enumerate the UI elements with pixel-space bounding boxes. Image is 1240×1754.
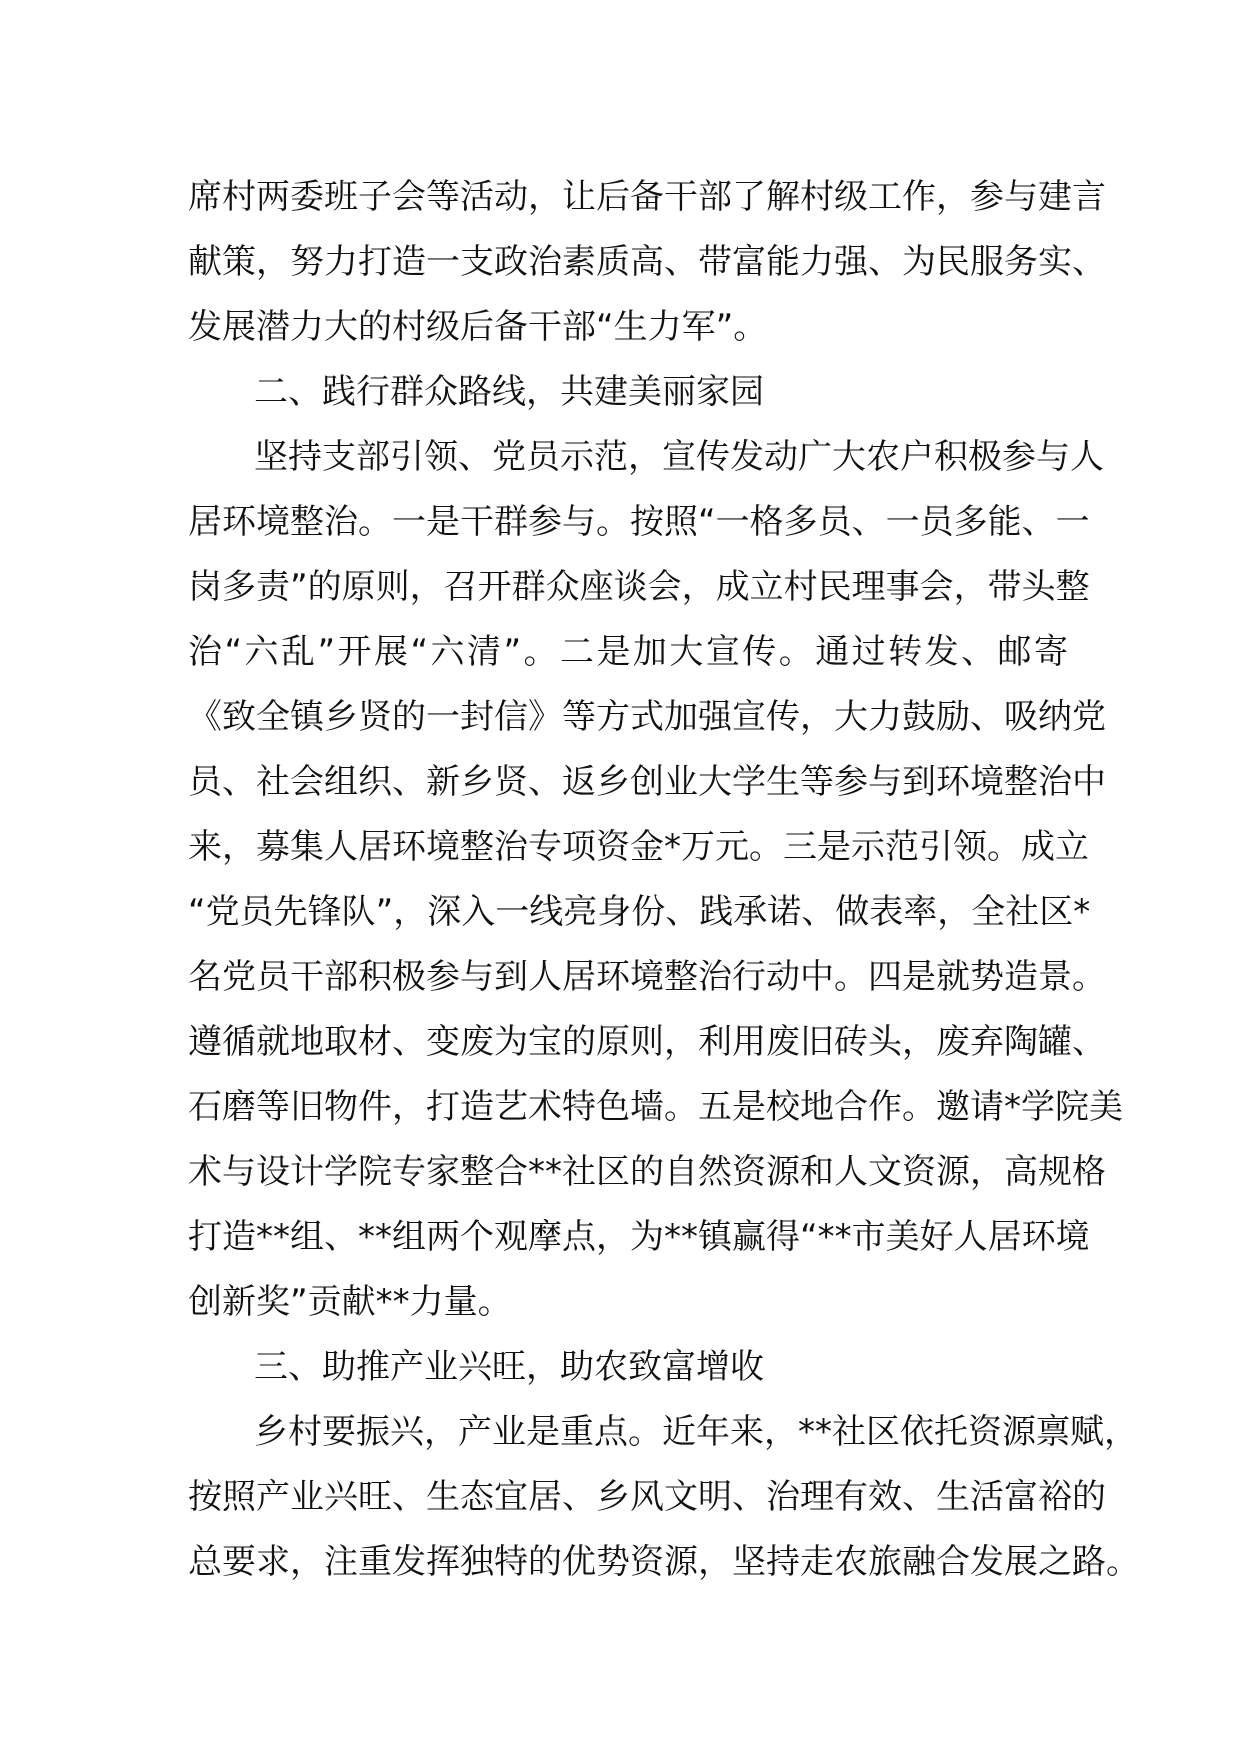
text-line: 发展潜力大的村级后备干部“生力军”。 xyxy=(188,307,768,347)
text-line: 打造**组、**组两个观摩点，为**镇赢得“**市美好人居环境 xyxy=(188,1217,1090,1257)
text-line: 名党员干部积极参与到人居环境整治行动中。四是就势造景。 xyxy=(188,957,1106,997)
text-line: 坚持支部引领、党员示范，宣传发动广大农户积极参与人 xyxy=(254,437,1104,477)
text-line: 创新奖”贡献**力量。 xyxy=(188,1282,512,1322)
section-heading: 二、践行群众路线，共建美丽家园 xyxy=(254,372,764,412)
text-line: “党员先锋队”，深入一线亮身份、践承诺、做表率，全社区* xyxy=(188,892,1091,932)
text-line: 居环境整治。一是干群参与。按照“一格多员、一员多能、一 xyxy=(188,502,1090,542)
section-heading: 三、助推产业兴旺，助农致富增收 xyxy=(254,1347,764,1387)
text-line: 席村两委班子会等活动，让后备干部了解村级工作，参与建言 xyxy=(188,177,1106,217)
text-line: 乡村要振兴，产业是重点。近年来，**社区依托资源禀赋， xyxy=(254,1412,1138,1452)
text-line: 献策，努力打造一支政治素质高、带富能力强、为民服务实、 xyxy=(188,242,1106,282)
text-line: 石磨等旧物件，打造艺术特色墙。五是校地合作。邀请*学院美 xyxy=(188,1087,1123,1127)
text-line: 员、社会组织、新乡贤、返乡创业大学生等参与到环境整治中 xyxy=(188,762,1106,802)
text-line: 按照产业兴旺、生态宜居、乡风文明、治理有效、生活富裕的 xyxy=(188,1477,1106,1517)
document-body xyxy=(188,165,1140,1595)
text-line: 《致全镇乡贤的一封信》等方式加强宣传，大力鼓励、吸纳党 xyxy=(188,697,1106,737)
text-line: 治“六乱”开展“六清”。二是加大宣传。通过转发、邮寄 xyxy=(188,632,1068,672)
text-line: 岗多责”的原则，召开群众座谈会，成立村民理事会，带头整 xyxy=(188,567,1090,607)
text-line: 来，募集人居环境整治专项资金*万元。三是示范引领。成立 xyxy=(188,827,1089,867)
text-line: 总要求，注重发挥独特的优势资源，坚持走农旅融合发展之路。 xyxy=(188,1542,1140,1582)
text-line: 遵循就地取材、变废为宝的原则，利用废旧砖头，废弃陶罐、 xyxy=(188,1022,1106,1062)
text-line: 术与设计学院专家整合**社区的自然资源和人文资源，高规格 xyxy=(188,1152,1106,1192)
